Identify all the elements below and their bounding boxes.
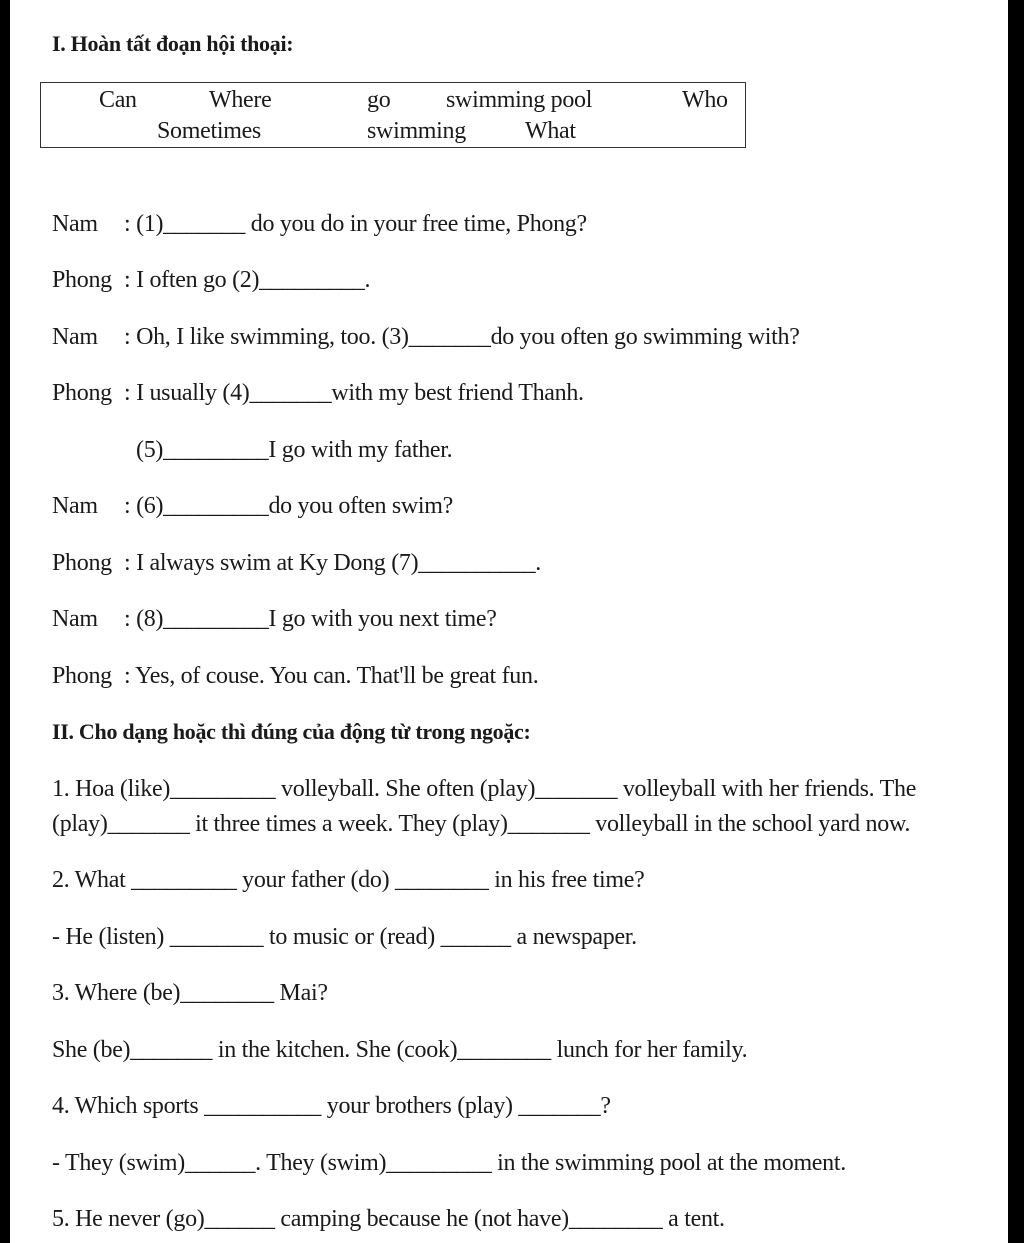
- speaker-name: Phong: [52, 380, 112, 406]
- dialogue-line: [52, 549, 541, 577]
- speaker-name: Nam: [52, 493, 98, 519]
- word-bank-item: swimming: [367, 118, 466, 144]
- word-bank-box: [40, 82, 746, 148]
- worksheet-page: [10, 0, 1008, 1243]
- dialogue-text: : I usually (4)_______with my best friend Thanh.: [124, 380, 584, 406]
- dialogue-line: [52, 266, 370, 294]
- dialogue-line: [52, 210, 587, 238]
- dialogue-line: [52, 379, 584, 407]
- word-bank-item: Where: [209, 87, 272, 113]
- word-bank-item: go: [367, 87, 391, 113]
- dialogue-line: [52, 492, 453, 520]
- exercise-line: 5. He never (go)______ camping because he (not have)________ a tent.: [52, 1206, 725, 1232]
- exercise-line: - They (swim)______. They (swim)_________ in the swimming pool at the moment.: [52, 1150, 846, 1176]
- exercise-line: She (be)_______ in the kitchen. She (cook)________ lunch for her family.: [52, 1037, 748, 1063]
- dialogue-line: [52, 662, 538, 690]
- word-bank-item: Sometimes: [157, 118, 261, 144]
- word-bank-item: Can: [99, 87, 137, 113]
- exercise-line: 2. What _________ your father (do) ________ in his free time?: [52, 867, 645, 893]
- exercise-line: - He (listen) ________ to music or (read) ______ a newspaper.: [52, 924, 637, 950]
- speaker-name: Phong: [52, 267, 112, 293]
- word-bank-item: swimming pool: [446, 87, 593, 113]
- dialogue-text: : Oh, I like swimming, too. (3)_______do you often go swimming with?: [124, 324, 800, 350]
- dialogue-text: : (6)_________do you often swim?: [124, 493, 454, 519]
- word-bank-item: Who: [682, 87, 728, 113]
- dialogue-line: [52, 323, 800, 351]
- speaker-name: Phong: [52, 663, 112, 689]
- dialogue-text: : Yes, of couse. You can. That'll be great fun.: [124, 663, 539, 689]
- exercise-line: 1. Hoa (like)_________ volleyball. She often (play)_______ volleyball with her friends. The: [52, 776, 917, 802]
- dialogue-line: [136, 436, 452, 464]
- speaker-name: Nam: [52, 324, 98, 350]
- exercise-line: 3. Where (be)________ Mai?: [52, 980, 328, 1006]
- speaker-name: Phong: [52, 550, 112, 576]
- dialogue-text: (5)_________I go with my father.: [136, 437, 453, 463]
- exercise-line: (play)_______ it three times a week. They (play)_______ volleyball in the school yard now.: [52, 811, 911, 837]
- word-bank-item: What: [525, 118, 576, 144]
- dialogue-text: : I always swim at Ky Dong (7)__________.: [124, 550, 541, 576]
- speaker-name: Nam: [52, 211, 98, 237]
- section-1-heading: I. Hoàn tất đoạn hội thoại:: [52, 31, 294, 56]
- dialogue-text: : (1)_______ do you do in your free time, Phong?: [124, 211, 587, 237]
- section-2-heading: II. Cho dạng hoặc thì đúng của động từ trong ngoặc:: [52, 719, 531, 744]
- speaker-name: Nam: [52, 606, 98, 632]
- dialogue-line: [52, 605, 497, 633]
- dialogue-text: : I often go (2)_________.: [124, 267, 371, 293]
- dialogue-text: : (8)_________I go with you next time?: [124, 606, 497, 632]
- exercise-line: 4. Which sports __________ your brothers (play) _______?: [52, 1093, 611, 1119]
